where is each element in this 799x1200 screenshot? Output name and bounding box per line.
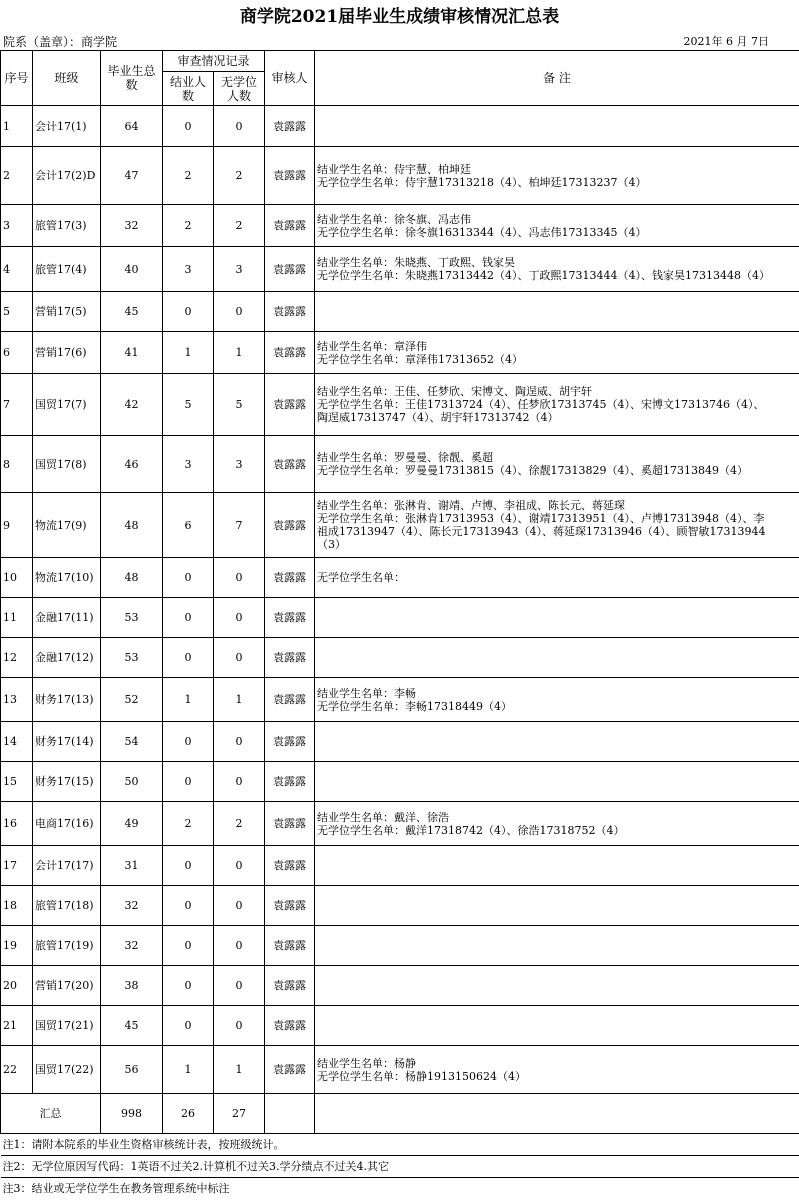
row-grad: 0 [163, 846, 214, 886]
row-class: 会计17(1) [33, 106, 101, 147]
row-remark [315, 493, 799, 558]
row-seq: 5 [1, 292, 33, 332]
row-remark [315, 598, 799, 638]
row-nodeg: 0 [214, 558, 265, 598]
row-grad: 1 [163, 678, 214, 722]
remark-line: 无学位学生名单：罗曼曼17313815（4）、徐靓17313829（4）、奚超17313849（4） [317, 464, 797, 477]
row-remark [315, 436, 799, 493]
summary-label: 汇总 [1, 1094, 101, 1134]
table-row [1, 802, 799, 846]
row-class: 国贸17(22) [33, 1046, 101, 1094]
row-class: 旅管17(3) [33, 205, 101, 247]
row-seq: 8 [1, 436, 33, 493]
remark-line: 无学位学生名单：徐冬旗16313344（4）、冯志伟17313345（4） [317, 226, 797, 239]
row-grad: 0 [163, 762, 214, 802]
header-grad: 结业人数 [163, 72, 214, 106]
row-nodeg: 0 [214, 886, 265, 926]
row-grad: 0 [163, 722, 214, 762]
remark-line: 无学位学生名单：李畅17318449（4） [317, 700, 797, 713]
remark-line: 祖成17313947（4）、陈长元17313943（4）、蒋延琛17313946（4）、顾智敏17313944 [317, 525, 797, 538]
row-class: 物流17(9) [33, 493, 101, 558]
row-grad: 2 [163, 802, 214, 846]
table-row [1, 926, 799, 966]
summary-reviewer-empty [265, 1094, 315, 1134]
remark-line: 无学位学生名单：杨静1913150624（4） [317, 1070, 797, 1083]
row-seq: 22 [1, 1046, 33, 1094]
row-reviewer: 袁露露 [265, 886, 315, 926]
row-total: 46 [101, 436, 163, 493]
row-remark [315, 722, 799, 762]
row-class: 电商17(16) [33, 802, 101, 846]
row-total: 48 [101, 493, 163, 558]
row-class: 营销17(20) [33, 966, 101, 1006]
row-nodeg: 0 [214, 926, 265, 966]
page-title: 商学院2021届毕业生成绩审核情况汇总表 [0, 4, 799, 30]
table-body [1, 106, 799, 1094]
row-reviewer: 袁露露 [265, 678, 315, 722]
remark-line: 结业学生名单：朱晓燕、丁政熙、钱家昊 [317, 256, 797, 269]
row-seq: 18 [1, 886, 33, 926]
summary-table [0, 50, 799, 1200]
row-seq: 10 [1, 558, 33, 598]
row-nodeg: 2 [214, 205, 265, 247]
row-reviewer: 袁露露 [265, 926, 315, 966]
table-row [1, 966, 799, 1006]
note-1: 注1：请附本院系的毕业生资格审核统计表，按班级统计。 [1, 1134, 799, 1156]
row-nodeg: 3 [214, 247, 265, 292]
row-class: 旅管17(4) [33, 247, 101, 292]
row-grad: 0 [163, 1006, 214, 1046]
remark-line: 结业学生名单：王佳、任梦欣、宋博文、陶逞威、胡宇轩 [317, 385, 797, 398]
row-nodeg: 1 [214, 678, 265, 722]
row-grad: 0 [163, 926, 214, 966]
remark-line: 结业学生名单：侍宇慧、柏坤廷 [317, 163, 797, 176]
table-row [1, 638, 799, 678]
row-reviewer: 袁露露 [265, 558, 315, 598]
row-reviewer: 袁露露 [265, 247, 315, 292]
row-total: 64 [101, 106, 163, 147]
row-total: 52 [101, 678, 163, 722]
row-reviewer: 袁露露 [265, 1046, 315, 1094]
summary-nodeg: 27 [214, 1094, 265, 1134]
row-total: 42 [101, 374, 163, 436]
row-class: 财务17(15) [33, 762, 101, 802]
row-seq: 9 [1, 493, 33, 558]
row-nodeg: 2 [214, 147, 265, 205]
row-total: 50 [101, 762, 163, 802]
row-grad: 0 [163, 558, 214, 598]
row-nodeg: 0 [214, 638, 265, 678]
header-remark: 备 注 [315, 51, 799, 106]
table-row [1, 558, 799, 598]
row-class: 旅管17(19) [33, 926, 101, 966]
row-remark [315, 678, 799, 722]
row-total: 38 [101, 966, 163, 1006]
summary-remark-empty [315, 1094, 799, 1134]
row-nodeg: 0 [214, 722, 265, 762]
row-seq: 4 [1, 247, 33, 292]
row-seq: 15 [1, 762, 33, 802]
row-reviewer: 袁露露 [265, 722, 315, 762]
row-class: 营销17(5) [33, 292, 101, 332]
table-row [1, 762, 799, 802]
row-grad: 0 [163, 638, 214, 678]
row-reviewer: 袁露露 [265, 1006, 315, 1046]
row-seq: 1 [1, 106, 33, 147]
row-reviewer: 袁露露 [265, 493, 315, 558]
row-nodeg: 0 [214, 106, 265, 147]
row-remark [315, 292, 799, 332]
row-nodeg: 0 [214, 762, 265, 802]
row-remark [315, 332, 799, 374]
row-nodeg: 1 [214, 332, 265, 374]
remark-line: 结业学生名单：罗曼曼、徐靓、奚超 [317, 451, 797, 464]
row-remark [315, 886, 799, 926]
header-seq: 序号 [1, 51, 33, 106]
row-remark [315, 205, 799, 247]
row-reviewer: 袁露露 [265, 598, 315, 638]
summary-total: 998 [101, 1094, 163, 1134]
note-2: 注2：无学位原因写代码：1英语不过关2.计算机不过关3.学分绩点不过关4.其它 [1, 1156, 799, 1178]
row-reviewer: 袁露露 [265, 802, 315, 846]
row-seq: 19 [1, 926, 33, 966]
row-nodeg: 7 [214, 493, 265, 558]
header-reviewer: 审核人 [265, 51, 315, 106]
row-grad: 3 [163, 436, 214, 493]
table-row [1, 247, 799, 292]
row-remark [315, 762, 799, 802]
row-reviewer: 袁露露 [265, 638, 315, 678]
row-remark [315, 802, 799, 846]
summary-row [1, 1094, 799, 1134]
table-row [1, 1006, 799, 1046]
table-row [1, 846, 799, 886]
row-reviewer: 袁露露 [265, 332, 315, 374]
row-seq: 11 [1, 598, 33, 638]
header-review: 审查情况记录 [163, 51, 265, 72]
row-grad: 1 [163, 332, 214, 374]
table-row [1, 1046, 799, 1094]
row-seq: 3 [1, 205, 33, 247]
header-class: 班级 [33, 51, 101, 106]
row-total: 45 [101, 1006, 163, 1046]
row-nodeg: 0 [214, 846, 265, 886]
row-grad: 2 [163, 205, 214, 247]
row-total: 54 [101, 722, 163, 762]
row-total: 48 [101, 558, 163, 598]
row-class: 金融17(11) [33, 598, 101, 638]
row-remark [315, 558, 799, 598]
row-remark [315, 247, 799, 292]
row-class: 国贸17(8) [33, 436, 101, 493]
remark-line: 陶逞威17313747（4）、胡宇轩17313742（4） [317, 411, 797, 424]
row-nodeg: 2 [214, 802, 265, 846]
row-seq: 16 [1, 802, 33, 846]
remark-line: 无学位学生名单：侍宇慧17313218（4）、柏坤廷17313237（4） [317, 176, 797, 189]
row-seq: 12 [1, 638, 33, 678]
report-date: 2021年 6 月 7日 [684, 34, 769, 50]
row-nodeg: 0 [214, 598, 265, 638]
row-class: 物流17(10) [33, 558, 101, 598]
row-total: 49 [101, 802, 163, 846]
row-nodeg: 0 [214, 292, 265, 332]
row-seq: 14 [1, 722, 33, 762]
row-reviewer: 袁露露 [265, 106, 315, 147]
table-row [1, 722, 799, 762]
note-3: 注3：结业或无学位学生在教务管理系统中标注 [1, 1178, 799, 1200]
remark-line: 结业学生名单：章泽伟 [317, 340, 797, 353]
remark-line: 无学位学生名单：王佳17313724（4）、任梦欣17313745（4）、宋博文17313746（4）、 [317, 398, 797, 411]
table-row [1, 374, 799, 436]
row-class: 国贸17(7) [33, 374, 101, 436]
row-reviewer: 袁露露 [265, 374, 315, 436]
row-seq: 20 [1, 966, 33, 1006]
table-row [1, 147, 799, 205]
header-nodeg: 无学位人数 [214, 72, 265, 106]
row-total: 31 [101, 846, 163, 886]
remark-line: 结业学生名单：李畅 [317, 687, 797, 700]
table-row [1, 292, 799, 332]
row-class: 营销17(6) [33, 332, 101, 374]
row-class: 财务17(13) [33, 678, 101, 722]
row-total: 32 [101, 886, 163, 926]
row-class: 会计17(17) [33, 846, 101, 886]
row-grad: 0 [163, 292, 214, 332]
row-nodeg: 5 [214, 374, 265, 436]
header-total: 毕业生总数 [101, 51, 163, 106]
row-grad: 6 [163, 493, 214, 558]
row-remark [315, 926, 799, 966]
remark-line: 无学位学生名单： [317, 571, 797, 584]
row-remark [315, 147, 799, 205]
row-total: 45 [101, 292, 163, 332]
row-seq: 7 [1, 374, 33, 436]
row-remark [315, 374, 799, 436]
row-remark [315, 638, 799, 678]
row-nodeg: 0 [214, 966, 265, 1006]
row-reviewer: 袁露露 [265, 205, 315, 247]
row-nodeg: 3 [214, 436, 265, 493]
row-class: 金融17(12) [33, 638, 101, 678]
row-reviewer: 袁露露 [265, 846, 315, 886]
table-row [1, 493, 799, 558]
row-total: 32 [101, 926, 163, 966]
table-row [1, 106, 799, 147]
remark-line: 结业学生名单：张淋肯、谢靖、卢博、李祖成、陈长元、蒋延琛 [317, 499, 797, 512]
row-reviewer: 袁露露 [265, 436, 315, 493]
row-total: 40 [101, 247, 163, 292]
table-row [1, 886, 799, 926]
remark-line: 结业学生名单：杨静 [317, 1057, 797, 1070]
row-total: 53 [101, 598, 163, 638]
table-row [1, 678, 799, 722]
remark-line: 无学位学生名单：张淋肯17313953（4）、谢靖17313951（4）、卢博17313948（4）、李 [317, 512, 797, 525]
row-total: 47 [101, 147, 163, 205]
row-total: 56 [101, 1046, 163, 1094]
row-total: 32 [101, 205, 163, 247]
row-grad: 2 [163, 147, 214, 205]
row-remark [315, 966, 799, 1006]
row-seq: 21 [1, 1006, 33, 1046]
table-row [1, 332, 799, 374]
row-class: 国贸17(21) [33, 1006, 101, 1046]
remark-line: 结业学生名单：徐冬旗、冯志伟 [317, 213, 797, 226]
row-reviewer: 袁露露 [265, 762, 315, 802]
row-remark [315, 1046, 799, 1094]
row-remark [315, 106, 799, 147]
row-grad: 0 [163, 598, 214, 638]
row-seq: 6 [1, 332, 33, 374]
summary-grad: 26 [163, 1094, 214, 1134]
row-reviewer: 袁露露 [265, 966, 315, 1006]
remark-line: 无学位学生名单：章泽伟17313652（4） [317, 353, 797, 366]
remark-line: （3） [317, 538, 797, 551]
table-row [1, 436, 799, 493]
remark-line: 无学位学生名单：朱晓燕17313442（4）、丁政熙17313444（4）、钱家昊17313448（4） [317, 269, 797, 282]
row-nodeg: 0 [214, 1006, 265, 1046]
row-total: 53 [101, 638, 163, 678]
row-seq: 2 [1, 147, 33, 205]
table-row [1, 598, 799, 638]
table-row [1, 205, 799, 247]
row-seq: 13 [1, 678, 33, 722]
row-grad: 0 [163, 966, 214, 1006]
row-remark [315, 846, 799, 886]
row-class: 财务17(14) [33, 722, 101, 762]
row-grad: 0 [163, 106, 214, 147]
row-grad: 5 [163, 374, 214, 436]
row-reviewer: 袁露露 [265, 292, 315, 332]
row-seq: 17 [1, 846, 33, 886]
row-grad: 1 [163, 1046, 214, 1094]
row-grad: 3 [163, 247, 214, 292]
row-nodeg: 1 [214, 1046, 265, 1094]
row-grad: 0 [163, 886, 214, 926]
remark-line: 无学位学生名单：戴洋17318742（4）、徐浩17318752（4） [317, 824, 797, 837]
row-class: 旅管17(18) [33, 886, 101, 926]
row-remark [315, 1006, 799, 1046]
remark-line: 结业学生名单：戴洋、徐浩 [317, 811, 797, 824]
row-class: 会计17(2)D [33, 147, 101, 205]
department-label: 院系（盖章）：商学院 [3, 34, 117, 50]
row-total: 41 [101, 332, 163, 374]
row-reviewer: 袁露露 [265, 147, 315, 205]
